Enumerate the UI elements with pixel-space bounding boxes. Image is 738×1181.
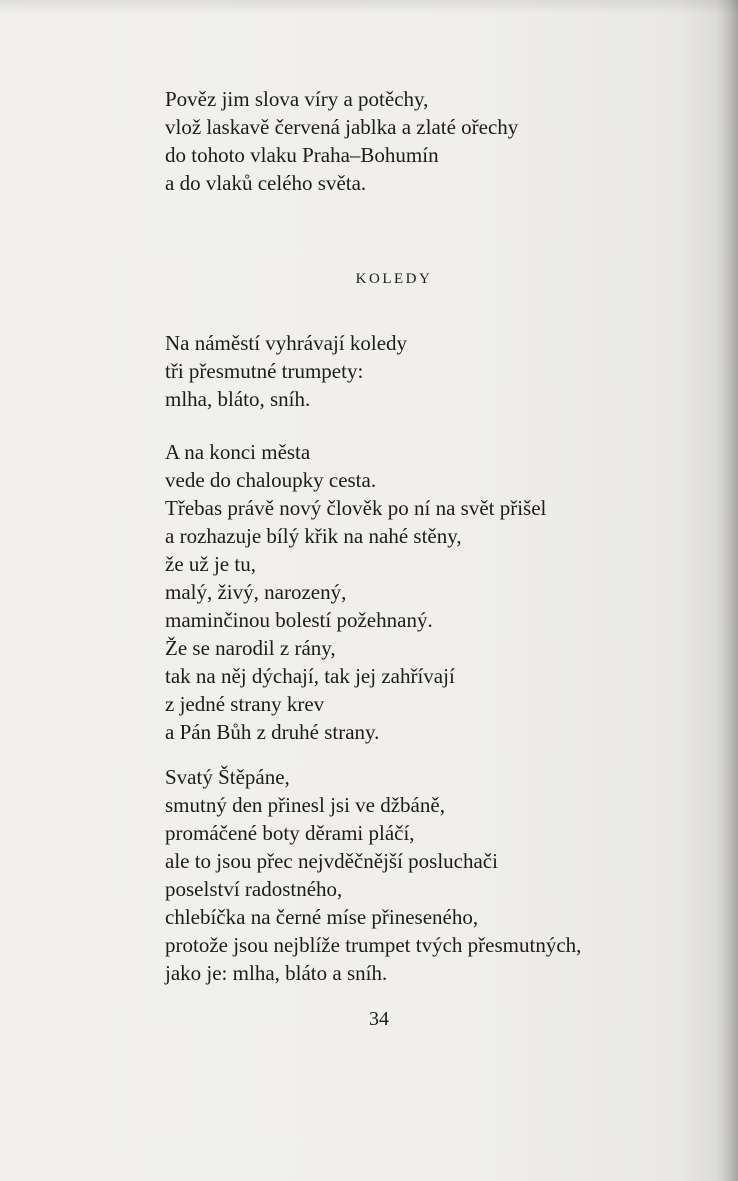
poem-line: Svatý Štěpáne, (165, 765, 290, 789)
poem-line: Že se narodil z rány, (165, 636, 336, 660)
koledy-stanza-3 (165, 763, 581, 987)
page-edge-shadow (718, 0, 738, 1181)
page-top-shadow (0, 0, 738, 14)
poem-line: tři přesmutné trumpety: (165, 359, 364, 383)
poem-line: do tohoto vlaku Praha–Bohumín (165, 143, 439, 167)
poem-line: že už je tu, (165, 552, 256, 576)
poem-line: malý, živý, narozený, (165, 580, 347, 604)
koledy-stanza-2 (165, 438, 546, 746)
poem-top-stanza (165, 85, 518, 197)
poem-line: vede do chaloupky cesta. (165, 468, 377, 492)
poem-line: a do vlaků celého světa. (165, 171, 367, 195)
poem-line: A na konci města (165, 440, 311, 464)
poem-line: smutný den přinesl jsi ve džbáně, (165, 793, 445, 817)
poem-line: Třebas právě nový člověk po ní na svět přišel (165, 496, 547, 520)
poem-line: protože jsou nejblíže trumpet tvých přesmutných, (165, 933, 582, 957)
poem-line: Na náměstí vyhrávají koledy (165, 331, 408, 355)
poem-line: maminčinou bolestí požehnaný. (165, 608, 433, 632)
poem-line: tak na něj dýchají, tak jej zahřívají (165, 664, 455, 688)
poem-line: z jedné strany krev (165, 692, 325, 716)
poem-line: a Pán Bůh z druhé strany. (165, 720, 380, 744)
poem-line: promáčené boty děrami pláčí, (165, 821, 415, 845)
poem-line: Pověz jim slova víry a potěchy, (165, 87, 429, 111)
page-number: 34 (369, 1008, 389, 1030)
koledy-stanza-1 (165, 329, 407, 413)
poem-line: chlebíčka na černé míse přineseného, (165, 905, 479, 929)
poem-line: vlož laskavě červená jablka a zlaté ořechy (165, 115, 519, 139)
poem-line: jako je: mlha, bláto a sníh. (165, 961, 388, 985)
poem-line: mlha, bláto, sníh. (165, 387, 311, 411)
poem-line: ale to jsou přec nejvděčnější posluchači (165, 849, 498, 873)
poem-line: poselství radostného, (165, 877, 343, 901)
section-title: KOLEDY (355, 271, 433, 287)
poem-line: a rozhazuje bílý křik na nahé stěny, (165, 524, 462, 548)
